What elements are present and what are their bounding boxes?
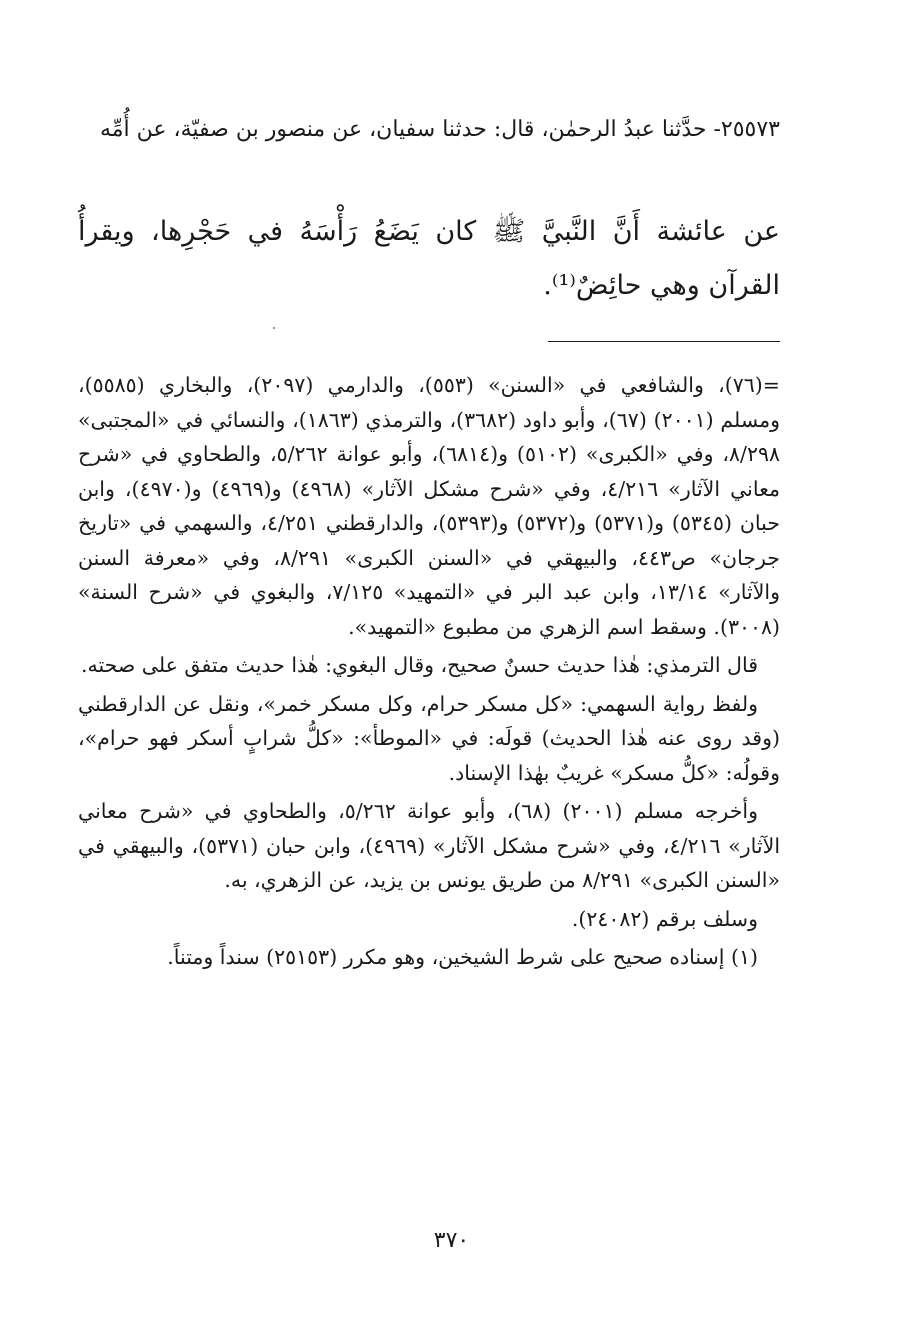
page-number: ٣٧٠ xyxy=(433,1228,470,1253)
footnote-sahmi-note: ولفظ رواية السهمي: «كل مسكر حرام، وكل مسكر خمر»، ونقل عن الدارقطني (وقد روى عنه هٰذا الحديث) قولَه: في «الموطأ»: «كلُّ شرابٍ أسكر فهو حرام»، وقولُه: «كلُّ مسكر» غريبٌ بهٰذا الإسناد. xyxy=(78,691,780,785)
footnote-muslim-note: وأخرجه مسلم (٢٠٠١) (٦٨)، وأبو عوانة ٥/٢٦٢، والطحاوي في «شرح معاني الآثار» ٤/٢١٦، وفي «شرح مشكل الآثار» (٤٩٦٩)، وابن حبان (٥٣٧١)، والبيهقي في «السنن الكبرى» ٨/٢٩١ من طريق يونس بن يزيد، عن الزهري، به. xyxy=(78,799,781,892)
hadith-isnad: ٢٥٥٧٣- حدَّثنا عبدُ الرحمٰن، قال: حدثنا سفيان، عن منصور بن صفيّة، عن أُمِّه xyxy=(99,117,780,142)
scan-speck xyxy=(273,327,275,329)
footnote-1: (١) إسناده صحيح على شرط الشيخين، وهو مكرر (٢٥١٥٣) سنداً ومتناً. xyxy=(167,945,758,969)
footnote-takhrij-continued: =(٧٦)، والشافعي في «السنن» (٥٥٣)، والدارمي (٢٠٩٧)، والبخاري (٥٥٨٥)، ومسلم (٢٠٠١) (٦٧)، وأبو داود (٣٦٨٢)، والترمذي (١٨٦٣)، والنسائي في «المجتبى» ٨/٢٩٨، وفي «الكبرى» (٥١٠٢) و(٦٨١٤)، وأبو عوانة ٥/٢٦٢، والطحاوي في «شرح معاني الآثار» ٤/٢١٦، وفي «شرح مشكل الآثار» (٤٩٦٨) و(٤٩٦٩) و(٤٩٧٠)، وابن حبان (٥٣٤٥) و(٥٣٧١) و(٥٣٧٢) و(٥٣٩٣)، والدارقطني ٤/٢٥١، والسهمي في «تاريخ جرجان» ص٤٤٣، والبيهقي في «السنن الكبرى» ٨/٢٩١، وفي «معرفة السنن والآثار» ١٣/١٤، وابن عبد البر في «التمهيد» ٧/١٢٥، والبغوي في «شرح السنة» (٣٠٠٨). وسقط اسم الزهري من مطبوع «التمهيد». xyxy=(78,373,781,639)
footnote-separator xyxy=(548,341,780,342)
footnote-tirmidhi-note: قال الترمذي: هٰذا حديث حسنٌ صحيح، وقال البغوي: هٰذا حديث متفق على صحته. xyxy=(80,653,758,677)
hadith-matn: عن عائشة أَنَّ النَّبيَّ ﷺ كان يَضَعُ رَأْسَهُ في حَجْرِها، ويقرأُ القرآن وهي حائِضٌ⁽¹⁾. xyxy=(78,216,780,301)
footnotes-section xyxy=(78,368,780,979)
footnote-salaf-note: وسلف برقم (٢٤٠٨٢). xyxy=(571,906,758,931)
